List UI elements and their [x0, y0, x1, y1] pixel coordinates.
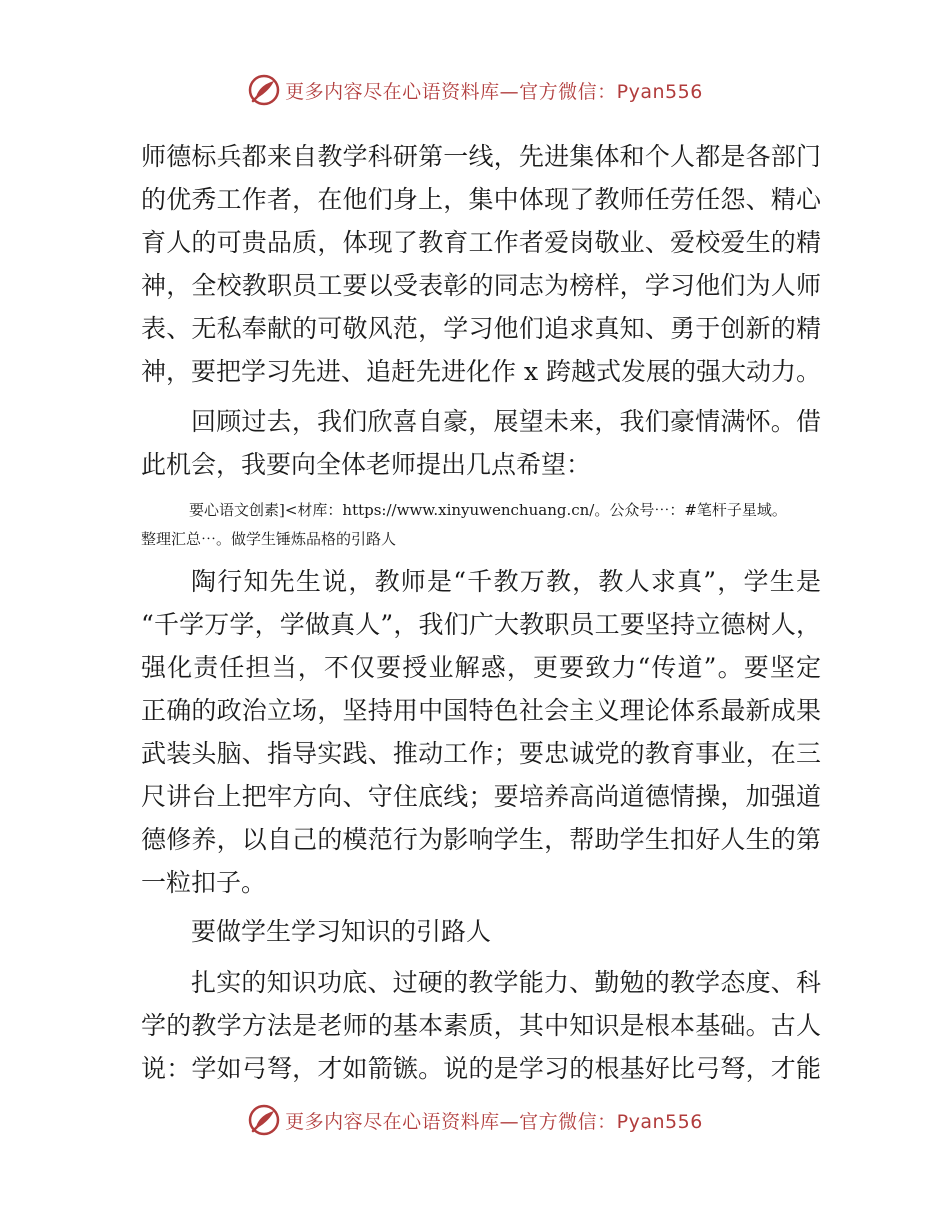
body-line: 说：学如弓弩，才如箭镞。说的是学习的根基好比弓弩，才能 — [141, 1054, 821, 1083]
body-line: 育人的可贵品质，体现了教育工作者爱岗敬业、爱校爱生的精 — [141, 228, 821, 257]
body-line: 回顾过去，我们欣喜自豪，展望未来，我们豪情满怀。借 — [191, 407, 821, 436]
footer-banner — [0, 1098, 950, 1142]
body-line: 武装头脑、指导实践、推动工作；要忠诚党的教育事业，在三 — [141, 739, 821, 768]
logo-pen-icon — [247, 1103, 281, 1137]
body-line: 学的教学方法是老师的基本素质，其中知识是根本基础。古人 — [141, 1011, 821, 1040]
body-line: 扎实的知识功底、过硬的教学能力、勤勉的教学态度、科 — [191, 968, 821, 997]
body-line: 的优秀工作者，在他们身上，集中体现了教师任劳任怨、精心 — [141, 185, 821, 214]
body-line: 强化责任担当，不仅要授业解惑，更要致力“传道”。要坚定 — [141, 653, 821, 682]
body-line: 表、无私奉献的可敬风范，学习他们追求真知、勇于创新的精 — [141, 314, 821, 343]
watermark-note: 整理汇总⋯。做学生锤炼品格的引路人 — [141, 530, 397, 548]
body-line: 尺讲台上把牢方向、守住底线；要培养高尚道德情操，加强道 — [141, 782, 821, 811]
banner-text: 更多内容尽在心语资料库—官方微信：Pyan556 — [285, 80, 703, 103]
watermark-note: 要心语文创素]<材库：https://www.xinyuwenchuang.cn/。公众号⋯：#笔杆子星域。 — [189, 501, 787, 519]
body-line: 德修养，以自己的模范行为影响学生，帮助学生扣好人生的第 — [141, 825, 821, 854]
body-line: 陶行知先生说，教师是“千教万教，教人求真”，学生是 — [191, 567, 821, 596]
section-heading: 要做学生学习知识的引路人 — [191, 917, 492, 946]
body-line: “千学万学，学做真人”，我们广大教职员工要坚持立德树人， — [141, 610, 821, 639]
banner-text: 更多内容尽在心语资料库—官方微信：Pyan556 — [285, 1110, 703, 1133]
body-line: 正确的政治立场，坚持用中国特色社会主义理论体系最新成果 — [141, 696, 821, 725]
body-line: 此机会，我要向全体老师提出几点希望： — [141, 450, 592, 479]
body-line: 一粒扣子。 — [141, 868, 267, 897]
body-line: 神，全校教职员工要以受表彰的同志为榜样，学习他们为人师 — [141, 271, 821, 300]
body-line: 神，要把学习先进、追赶先进化作 x 跨越式发展的强大动力。 — [141, 357, 821, 386]
body-line: 师德标兵都来自教学科研第一线，先进集体和个人都是各部门 — [141, 142, 821, 171]
